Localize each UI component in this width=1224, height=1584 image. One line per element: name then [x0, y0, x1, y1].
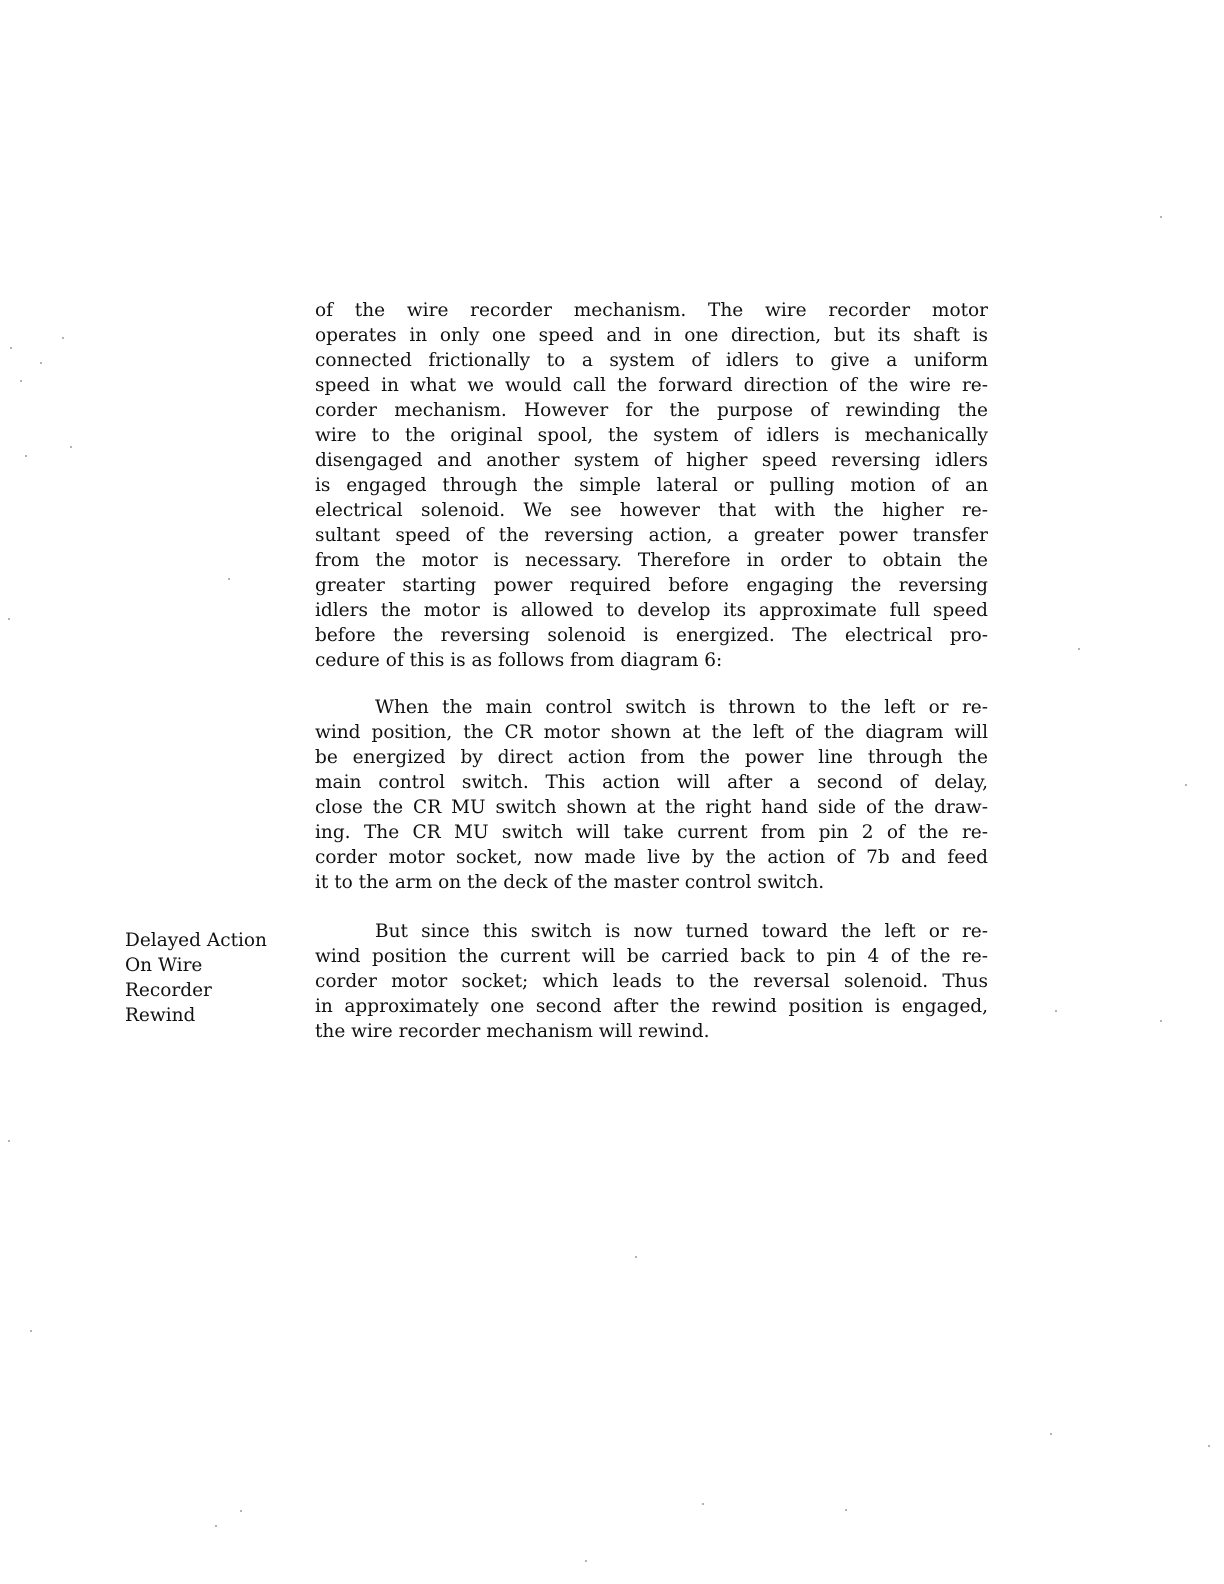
text-line: corder motor socket, now made live by the action of 7b and feed	[315, 847, 988, 868]
scan-speck	[215, 1525, 217, 1527]
text-line: the wire recorder mechanism will rewind.	[315, 1021, 710, 1042]
scan-speck	[228, 578, 230, 580]
text-line: cedure of this is as follows from diagram 6:	[315, 650, 723, 671]
margin-note-line: Rewind	[125, 1005, 196, 1026]
text-line: operates in only one speed and in one direction, but its shaft is	[315, 325, 988, 346]
scan-speck	[1160, 1020, 1162, 1022]
margin-note-line: On Wire	[125, 955, 203, 976]
text-line: speed in what we would call the forward direction of the wire re-	[315, 375, 988, 396]
scan-speck	[585, 1560, 587, 1562]
text-line: wind position, the CR motor shown at the left of the diagram will	[315, 722, 988, 743]
scan-speck	[1160, 216, 1162, 218]
text-line: main control switch. This action will after a second of delay,	[315, 772, 988, 793]
scan-speck	[10, 347, 12, 349]
text-line: it to the arm on the deck of the master control switch.	[315, 872, 825, 893]
text-line: wind position the current will be carried back to pin 4 of the re-	[315, 946, 988, 967]
text-line: wire to the original spool, the system of idlers is mechanically	[315, 425, 988, 446]
text-line: corder motor socket; which leads to the reversal solenoid. Thus	[315, 971, 988, 992]
paragraph-1	[315, 298, 988, 673]
text-line: before the reversing solenoid is energized. The electrical pro-	[315, 625, 988, 646]
text-line: connected frictionally to a system of idlers to give a uniform	[315, 350, 988, 371]
scan-speck	[8, 618, 10, 620]
scan-speck	[1050, 1433, 1052, 1435]
scan-speck	[635, 1256, 637, 1258]
margin-note-line: Recorder	[125, 980, 212, 1001]
text-line: greater starting power required before engaging the reversing	[315, 575, 988, 596]
scan-speck	[25, 455, 27, 457]
scan-speck	[1208, 1445, 1210, 1447]
text-line: ing. The CR MU switch will take current from pin 2 of the re-	[315, 822, 988, 843]
scan-speck	[702, 1503, 704, 1505]
paragraph-3	[315, 919, 988, 1044]
text-line: But since this switch is now turned toward the left or re-	[375, 921, 988, 942]
text-line: is engaged through the simple lateral or pulling motion of an	[315, 475, 988, 496]
text-line: disengaged and another system of higher speed reversing idlers	[315, 450, 988, 471]
text-line: When the main control switch is thrown to the left or re-	[375, 697, 988, 718]
scan-speck	[70, 446, 72, 448]
scan-speck	[1185, 784, 1187, 786]
margin-note	[125, 928, 295, 1028]
scan-speck	[40, 362, 42, 364]
text-line: sultant speed of the reversing action, a greater power transfer	[315, 525, 988, 546]
scan-speck	[845, 1509, 847, 1511]
text-line: electrical solenoid. We see however that with the higher re-	[315, 500, 988, 521]
text-line: close the CR MU switch shown at the right hand side of the draw-	[315, 797, 988, 818]
paragraph-2	[315, 695, 988, 895]
scan-speck	[62, 337, 64, 339]
scan-speck	[1055, 1010, 1057, 1012]
text-line: from the motor is necessary. Therefore in order to obtain the	[315, 550, 988, 571]
scan-speck	[30, 1330, 32, 1332]
margin-note-line: Delayed Action	[125, 930, 267, 951]
text-line: idlers the motor is allowed to develop its approximate full speed	[315, 600, 988, 621]
scan-speck	[1078, 648, 1080, 650]
text-line: be energized by direct action from the power line through the	[315, 747, 988, 768]
text-line: in approximately one second after the rewind position is engaged,	[315, 996, 988, 1017]
text-line: of the wire recorder mechanism. The wire recorder motor	[315, 300, 988, 321]
text-line: corder mechanism. However for the purpose of rewinding the	[315, 400, 988, 421]
scan-speck	[240, 1510, 242, 1512]
scan-speck	[8, 1140, 10, 1142]
scan-speck	[20, 380, 22, 382]
